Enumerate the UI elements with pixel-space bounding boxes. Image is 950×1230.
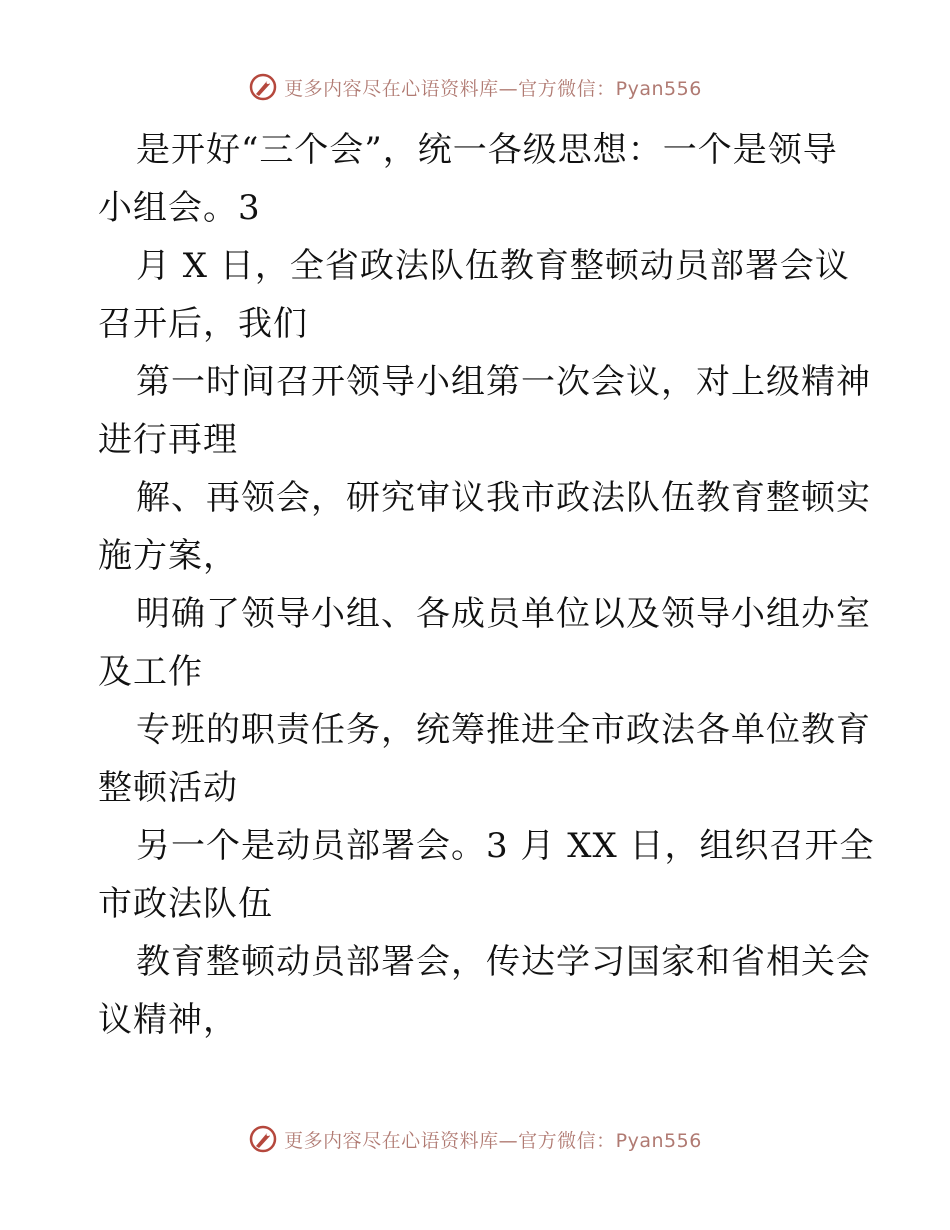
body-line: 进行再理 bbox=[98, 420, 238, 460]
pen-nib-logo-icon bbox=[248, 1124, 278, 1154]
body-line: 教育整顿动员部署会，传达学习国家和省相关会 bbox=[136, 942, 871, 982]
body-line: 小组会。3 bbox=[98, 188, 261, 228]
body-line: 月 X 日，全省政法队伍教育整顿动员部署会议 bbox=[136, 246, 850, 286]
footer-watermark bbox=[0, 1124, 950, 1154]
body-line: 整顿活动 bbox=[98, 768, 238, 808]
body-line: 市政法队伍 bbox=[98, 884, 273, 924]
document-body bbox=[98, 121, 875, 1049]
watermark-text: 更多内容尽在心语资料库—官方微信：Pyan556 bbox=[284, 1129, 702, 1152]
body-line: 召开后，我们 bbox=[98, 304, 308, 344]
body-line: 明确了领导小组、各成员单位以及领导小组办室 bbox=[136, 594, 871, 634]
pen-nib-logo-icon bbox=[248, 72, 278, 102]
body-line: 解、再领会，研究审议我市政法队伍教育整顿实 bbox=[136, 478, 871, 518]
body-line: 议精神， bbox=[98, 1000, 238, 1040]
body-line: 施方案， bbox=[98, 536, 238, 576]
body-line: 专班的职责任务，统筹推进全市政法各单位教育 bbox=[136, 710, 871, 750]
header-watermark bbox=[0, 72, 950, 102]
body-line: 另一个是动员部署会。3 月 XX 日，组织召开全 bbox=[136, 826, 875, 866]
watermark-text: 更多内容尽在心语资料库—官方微信：Pyan556 bbox=[284, 77, 702, 100]
body-line: 是开好“三个会”，统一各级思想：一个是领导 bbox=[136, 130, 838, 170]
body-line: 第一时间召开领导小组第一次会议，对上级精神 bbox=[136, 362, 871, 402]
body-line: 及工作 bbox=[98, 652, 203, 692]
